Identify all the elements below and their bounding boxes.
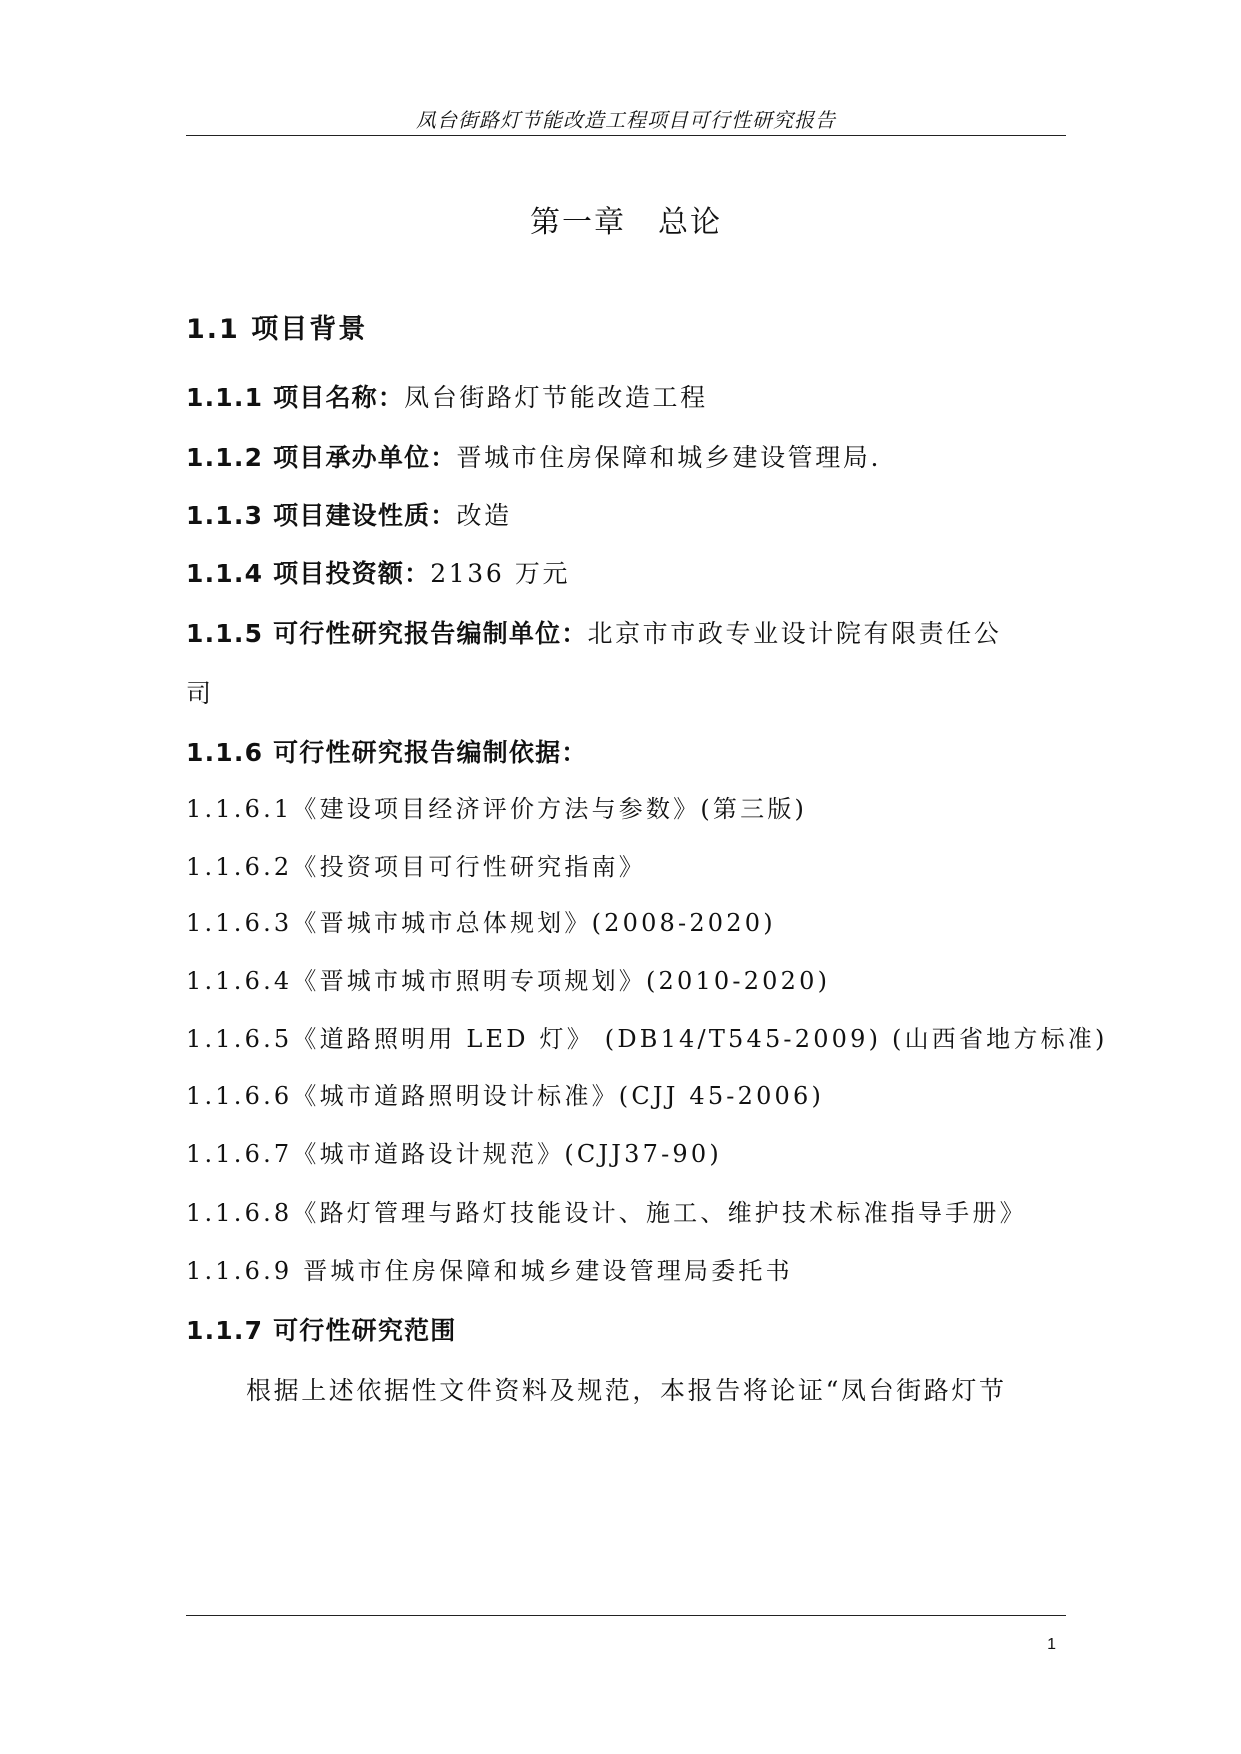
field-label: 1.1.3 项目建设性质：: [186, 501, 457, 530]
basis-item: 1.1.6.4《晋城市城市照明专项规划》(2010-2020): [186, 967, 831, 995]
field-label: 1.1.1 项目名称：: [186, 383, 405, 412]
basis-item: 1.1.6.6《城市道路照明设计标准》(CJJ 45-2006): [186, 1082, 825, 1110]
field-label: 1.1.4 项目投资额：: [186, 559, 431, 588]
basis-item: 1.1.6.5《道路照明用 LED 灯》 (DB14/T545-2009) (山西省地方标准): [186, 1025, 1108, 1053]
page-number: 1: [1047, 1636, 1056, 1653]
basis-item: 1.1.6.2《投资项目可行性研究指南》: [186, 853, 646, 881]
field-compiling-unit-cont: 司: [186, 679, 214, 708]
scope-paragraph: 根据上述依据性文件资料及规范，本报告将论证“凤台街路灯节: [246, 1376, 1007, 1405]
field-label: 1.1.6 可行性研究报告编制依据：: [186, 738, 588, 767]
basis-item: 1.1.6.9 晋城市住房保障和城乡建设管理局委托书: [186, 1257, 793, 1285]
field-undertaking-unit: [186, 441, 1066, 475]
section-title: 1.1 项目背景: [186, 314, 368, 345]
chapter-title: 第一章 总论: [530, 205, 722, 240]
field-project-name: [186, 381, 1066, 415]
field-investment: [186, 557, 1066, 591]
field-value: 2136 万元: [430, 559, 571, 588]
field-value: 改造: [456, 501, 512, 530]
field-value: 北京市市政专业设计院有限责任公: [587, 619, 1002, 648]
field-value: 凤台街路灯节能改造工程: [404, 383, 708, 412]
footer-divider: [186, 1615, 1066, 1616]
field-label: 1.1.2 项目承办单位：: [186, 443, 457, 472]
basis-item: 1.1.6.1《建设项目经济评价方法与参数》(第三版): [186, 795, 808, 823]
basis-item: 1.1.6.7《城市道路设计规范》(CJJ37-90): [186, 1140, 722, 1168]
scope-title: 1.1.7 可行性研究范围: [186, 1316, 457, 1345]
field-compiling-unit: [186, 617, 1066, 651]
field-label: 1.1.5 可行性研究报告编制单位：: [186, 619, 588, 648]
running-header: 凤台街路灯节能改造工程项目可行性研究报告: [416, 108, 836, 132]
basis-item: 1.1.6.8《路灯管理与路灯技能设计、施工、维护技术标准指导手册》: [186, 1199, 1027, 1227]
basis-item: 1.1.6.3《晋城市城市总体规划》(2008-2020): [186, 909, 776, 937]
scope-heading: [186, 1314, 1066, 1348]
field-compiling-basis: [186, 736, 1066, 770]
field-value: 晋城市住房保障和城乡建设管理局.: [456, 443, 882, 472]
field-construction-nature: [186, 499, 1066, 533]
header-divider: [186, 135, 1066, 136]
